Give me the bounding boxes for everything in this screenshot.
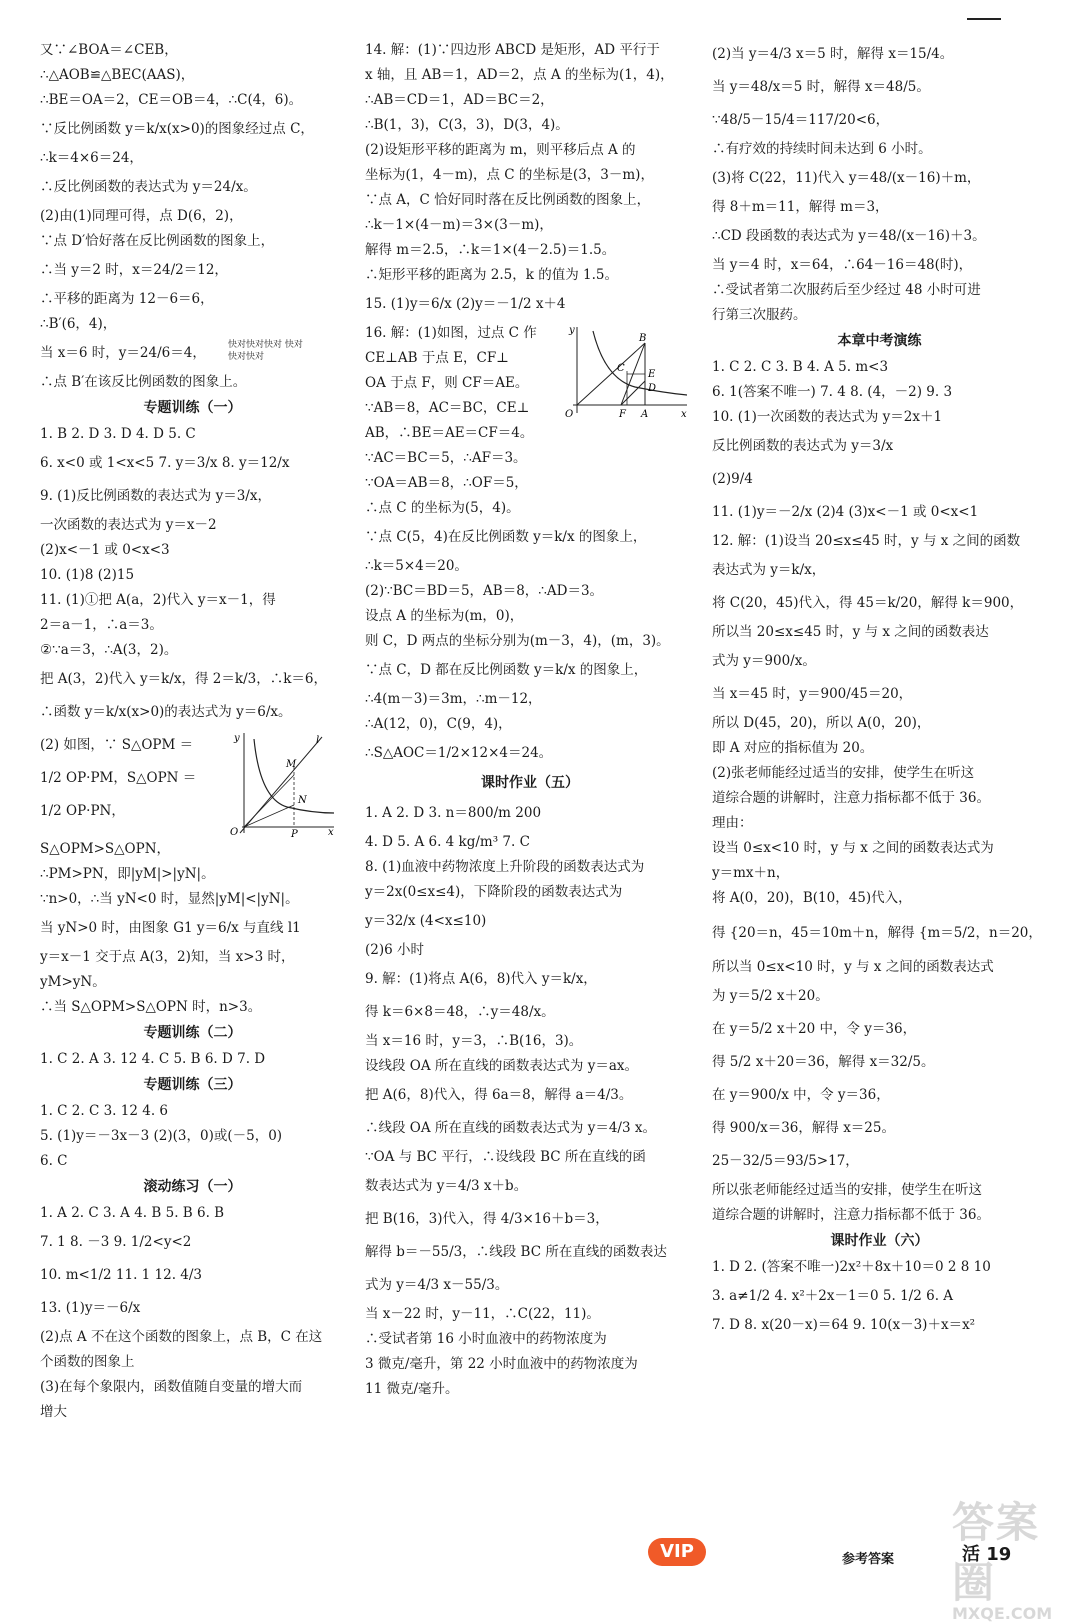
answer-line: 1. C 2. A 3. 12 4. C 5. B 6. D 7. D — [40, 1051, 266, 1067]
answer-line: 反比例函数的表达式为 y＝3/x — [712, 438, 894, 454]
section-heading: 课时作业（五） — [481, 775, 579, 791]
answer-line: (2)当 y＝4/3 x＝5 时，解得 x＝15/4。 — [712, 46, 954, 62]
answer-line: 设点 A 的坐标为(m，0)， — [365, 608, 524, 624]
answer-line: 数表达式为 y＝4/3 x＋b。 — [365, 1178, 528, 1194]
section-heading: 专题训练（二） — [143, 1025, 242, 1041]
answer-line: ∴S△AOC＝1/2×12×4＝24。 — [365, 745, 553, 761]
answer-line: 解得 b＝－55/3，∴线段 BC 所在直线的函数表达 — [365, 1244, 667, 1260]
answer-line: ∵点 A，C 恰好同时落在反比例函数的图象上， — [365, 192, 651, 208]
answer-line: AB，∴BE＝AE＝CF＝4。 — [365, 425, 534, 441]
answer-line: 1. D 2. (答案不唯一)2x²＋8x＋10＝0 2 8 10 — [712, 1259, 991, 1275]
answer-line: 把 B(16，3)代入，得 4/3×16＋b＝3， — [365, 1211, 609, 1227]
answer-line: 式为 y＝4/3 x－55/3。 — [365, 1277, 509, 1293]
answer-line: 14. 解：(1)∵四边形 ABCD 是矩形，AD 平行于 — [365, 42, 660, 58]
answer-line: (2)∵BC＝BD＝5，AB＝8，∴AD＝3。 — [365, 583, 604, 599]
footer-answer-label: 参考答案 — [842, 1552, 895, 1567]
answer-line: (2)9/4 — [712, 471, 753, 487]
point-label: E — [648, 369, 656, 380]
answer-line: 10. m<1/2 11. 1 12. 4/3 — [40, 1267, 203, 1283]
page-number: 活 19 — [962, 1544, 1012, 1565]
answer-line: ∴PM>PN，即|yM|>|yN|。 — [40, 866, 215, 882]
answer-line: 把 A(3，2)代入 y＝k/x，得 2＝k/3，∴k＝6， — [40, 671, 327, 687]
point-label: F — [619, 409, 626, 420]
point-label: D — [648, 383, 657, 394]
answer-line: 把 A(6，8)代入，得 6a＝8，解得 a＝4/3。 — [365, 1087, 633, 1103]
answer-line: x 轴，且 AB＝1，AD＝2，点 A 的坐标为(1，4)， — [365, 67, 674, 83]
answer-line: 5. (1)y＝－3x－3 (2)(3，0)或(－5，0) — [40, 1128, 283, 1144]
answer-line: ②∵a＝3，∴A(3，2)。 — [40, 642, 178, 658]
answer-line: 所以当 20≤x≤45 时，y 与 x 之间的函数表达 — [712, 624, 989, 640]
answer-line: 当 x＝16 时，y＝3，∴B(16，3)。 — [365, 1033, 583, 1049]
answer-line: (3)将 C(22，11)代入 y＝48/(x－16)＋m， — [712, 170, 981, 186]
answer-line: 设当 0≤x<10 时，y 与 x 之间的函数表达式为 — [712, 840, 994, 856]
answer-line: 9. (1)反比例函数的表达式为 y＝3/x， — [40, 488, 271, 504]
watermark-logo-text: 答案圈 — [952, 1498, 1041, 1607]
axis-label-x: x — [681, 409, 687, 420]
answer-line: ∴受试者第二次服药后至少经过 48 小时可进 — [712, 282, 981, 298]
answer-line: ∴点 B′在该反比例函数的图象上。 — [40, 374, 247, 390]
answer-line: 个函数的图象上 — [40, 1354, 135, 1370]
answer-line: 一次函数的表达式为 y＝x－2 — [40, 517, 217, 533]
answer-line: 将 C(20，45)代入，得 45＝k/20，解得 k＝900， — [712, 595, 1024, 611]
answer-line: 7. D 8. x(20－x)＝64 9. 10(x－3)＋x＝x² — [712, 1317, 976, 1333]
answer-line: ∵点 D′恰好落在反比例函数的图象上， — [40, 233, 275, 249]
answer-line: 10. (1)8 (2)15 — [40, 567, 135, 583]
answer-line: 坐标为(1，4－m)，点 C 的坐标是(3，3－m)， — [365, 167, 654, 183]
vip-badge: VIP — [648, 1538, 706, 1566]
figure-block-1 — [40, 729, 345, 837]
section-heading: 本章中考演练 — [837, 333, 922, 349]
point-label: A — [641, 409, 649, 420]
answer-line: ∴有疗效的持续时间未达到 6 小时。 — [712, 141, 932, 157]
answer-line: 15. (1)y＝6/x (2)y＝－1/2 x＋4 — [365, 296, 566, 312]
answer-line: 所以 D(45，20)，所以 A(0，20)， — [712, 715, 931, 731]
answer-line: (2)设矩形平移的距离为 m，则平移后点 A 的 — [365, 142, 636, 158]
answer-line: 3. a≠1/2 4. x²＋2x－1＝0 5. 1/2 6. A — [712, 1288, 954, 1304]
answer-line: S△OPM>S△OPN， — [40, 841, 171, 857]
answer-line: 在 y＝900/x 中，令 y＝36， — [712, 1087, 890, 1103]
answer-line: ∴CD 段函数的表达式为 y＝48/(x－16)＋3。 — [712, 228, 986, 244]
answer-line — [40, 337, 345, 370]
point-label: O — [565, 409, 574, 420]
answer-line: 式为 y＝900/x。 — [712, 653, 816, 669]
answer-line: 1. A 2. C 3. A 4. B 5. B 6. B — [40, 1205, 225, 1221]
answer-line: ∴受试者第 16 小时血液中的药物浓度为 — [365, 1331, 607, 1347]
answer-line: (2)x<－1 或 0<x<3 — [40, 542, 170, 558]
answer-line: ∴函数 y＝k/x(x>0)的表达式为 y＝6/x。 — [40, 704, 292, 720]
section-heading: 专题训练（三） — [143, 1077, 242, 1093]
answer-line: 25－32/5＝93/5>17， — [712, 1153, 859, 1169]
answer-line: ∵n>0，∴当 yN<0 时，显然|yM|<|yN|。 — [40, 891, 299, 907]
answer-line: ∴线段 OA 所在直线的函数表达式为 y＝4/3 x。 — [365, 1120, 656, 1136]
answer-text: 当 x＝6 时，y＝24/6＝4， — [40, 345, 206, 361]
answer-line: 1. B 2. D 3. D 4. D 5. C — [40, 426, 196, 442]
answer-line: 6. 1(答案不唯一) 7. 4 8. (4，－2) 9. 3 — [712, 384, 953, 400]
axis-label-y: y — [234, 733, 240, 744]
answer-line: ∴AB＝CD＝1，AD＝BC＝2， — [365, 92, 554, 108]
answer-line: 当 yN>0 时，由图象 G1 y＝6/x 与直线 l1 — [40, 920, 301, 936]
answer-line: ∴k＝4×6＝24， — [40, 150, 143, 166]
axis-label-y: y — [569, 325, 575, 336]
point-label: C — [617, 363, 625, 374]
answer-line: 所以张老师能经过适当的安排，使学生在听这 — [712, 1182, 982, 1198]
answer-line: 当 y＝4 时，x＝64，∴64－16＝48(时)， — [712, 257, 973, 273]
section-heading: 课时作业（六） — [830, 1233, 929, 1249]
answer-line: 6. x<0 或 1<x<5 7. y＝3/x 8. y＝12/x — [40, 455, 290, 471]
answer-line: 11 微克/毫升。 — [365, 1381, 459, 1397]
answer-line: y＝2x(0≤x≤4)，下降阶段的函数表达式为 — [365, 884, 623, 900]
top-rule — [967, 18, 1001, 20]
answer-line: CE⊥AB 于点 E，CF⊥ — [365, 350, 509, 366]
answer-line: ∵OA 与 BC 平行，∴设线段 BC 所在直线的函 — [365, 1149, 646, 1165]
answer-line: 又∵∠BOA＝∠CEB， — [40, 42, 178, 58]
answer-line: ∴矩形平移的距离为 2.5，k 的值为 1.5。 — [365, 267, 618, 283]
answer-line: 行第三次服药。 — [712, 307, 807, 323]
answer-line: 6. C — [40, 1153, 68, 1169]
answer-line: (2)张老师能经过适当的安排，使学生在听这 — [712, 765, 975, 781]
answer-line: ∵AB＝8，AC＝BC，CE⊥ — [365, 400, 530, 416]
answer-line: 1/2 OP·PN， — [40, 803, 125, 819]
answer-line: 10. (1)一次函数的表达式为 y＝2x＋1 — [712, 409, 943, 425]
answer-line: ∴反比例函数的表达式为 y＝24/x。 — [40, 179, 257, 195]
answer-line: 解得 m＝2.5，∴k＝1×(4－2.5)＝1.5。 — [365, 242, 616, 258]
answer-line: ∴BE＝OA＝2，CE＝OB＝4，∴C(4，6)。 — [40, 92, 303, 108]
section-heading: 专题训练（一） — [143, 400, 242, 416]
answer-line: 为 y＝5/2 x＋20。 — [712, 988, 829, 1004]
point-label: B — [639, 333, 647, 344]
watermark-url: MXQE.COM — [952, 1604, 1053, 1623]
answer-line: 4. D 5. A 6. 4 kg/m³ 7. C — [365, 834, 530, 850]
answer-line: (2) 如图，∵ S△OPM ＝ — [40, 737, 194, 753]
answer-line: 2＝a－1，∴a＝3。 — [40, 617, 163, 633]
answer-line: y＝x－1 交于点 A(3，2)知，当 x>3 时， — [40, 949, 295, 965]
answer-line: 11. (1)①把 A(a，2)代入 y＝x－1，得 — [40, 592, 276, 608]
answer-line: y＝32/x (4<x≤10) — [365, 913, 487, 929]
answer-line: 即 A 对应的指标值为 20。 — [712, 740, 874, 756]
axis-label-x: x — [328, 827, 334, 837]
answer-line: 1. A 2. D 3. n＝800/m 200 — [365, 805, 542, 821]
column-right — [712, 38, 1047, 1338]
answer-line: 道综合题的讲解时，注意力指标都不低于 36。 — [712, 790, 990, 806]
answer-line: 所以当 0≤x<10 时，y 与 x 之间的函数表达式 — [712, 959, 994, 975]
answer-line: 11. (1)y＝－2/x (2)4 (3)x<－1 或 0<x<1 — [712, 504, 979, 520]
point-label: M — [286, 759, 297, 770]
answer-line: (3)在每个象限内，函数值随自变量的增大而 — [40, 1379, 303, 1395]
answer-line: 道综合题的讲解时，注意力指标都不低于 36。 — [712, 1207, 990, 1223]
answer-line: ∵点 C，D 都在反比例函数 y＝k/x 的图象上， — [365, 662, 648, 678]
answer-line: 7. 1 8. －3 9. 1/2<y<2 — [40, 1234, 192, 1250]
graph-figure — [565, 321, 690, 421]
answer-line: ∴平移的距离为 12－6＝6， — [40, 291, 214, 307]
answer-line: ∵点 C(5，4)在反比例函数 y＝k/x 的图象上， — [365, 529, 647, 545]
answer-line: 8. (1)血液中药物浓度上升阶段的函数表达式为 — [365, 859, 645, 875]
answer-line: 9. 解：(1)将点 A(6，8)代入 y＝k/x， — [365, 971, 597, 987]
answer-line: ∴B(1，3)，C(3，3)，D(3，4)。 — [365, 117, 569, 133]
answer-line: (2)6 小时 — [365, 942, 425, 958]
answer-line: ∵48/5－15/4＝117/20<6， — [712, 112, 890, 128]
answer-line: ∴当 y＝2 时，x＝24/2＝12， — [40, 262, 228, 278]
answer-line: ∴点 C 的坐标为(5，4)。 — [365, 500, 520, 516]
line-label: l — [316, 735, 320, 746]
answer-line: 得 5/2 x＋20＝36，解得 x＝32/5。 — [712, 1054, 935, 1070]
answer-line: ∴4(m－3)＝3m，∴m－12， — [365, 691, 542, 707]
answer-line: ∵反比例函数 y＝k/x(x>0)的图象经过点 C， — [40, 121, 314, 137]
answer-line: 3 微克/毫升，第 22 小时血液中的药物浓度为 — [365, 1356, 638, 1372]
answer-line: 在 y＝5/2 x＋20 中，令 y＝36， — [712, 1021, 917, 1037]
answer-line: ∵AC＝BC＝5，∴AF＝3。 — [365, 450, 527, 466]
answer-line: 16. 解：(1)如图，过点 C 作 — [365, 325, 537, 341]
answer-line: 1/2 OP·PM，S△OPN ＝ — [40, 770, 197, 786]
small-note: 快对快对快对 快对快对快对 — [228, 340, 303, 362]
answer-line: 得 {20＝n，45＝10m＋n，解得 {m＝5/2，n＝20， — [712, 925, 1042, 941]
point-label: N — [298, 795, 307, 806]
column-left — [40, 38, 345, 1425]
answer-line: ∴△AOB≌△BEC(AAS)， — [40, 67, 195, 83]
answer-line: 设线段 OA 所在直线的函数表达式为 y＝ax。 — [365, 1058, 638, 1074]
answer-line: ∵OA＝AB＝8，∴OF＝5， — [365, 475, 528, 491]
answer-line: 增大 — [40, 1404, 67, 1420]
answer-line: 理由： — [712, 815, 753, 831]
answer-line: 当 x－22 时，y－11，∴C(22，11)。 — [365, 1306, 600, 1322]
answer-line: ∴k－1×(4－m)＝3×(3－m)， — [365, 217, 553, 233]
answer-line: ∴B′(6，4)， — [40, 316, 117, 332]
section-heading: 滚动练习（一） — [143, 1179, 242, 1195]
answer-line: ∴当 S△OPM>S△OPN 时，n>3。 — [40, 999, 262, 1015]
watermark-logo — [952, 1490, 1070, 1623]
answer-line: ∴A(12，0)，C(9，4)， — [365, 716, 512, 732]
answer-line: ∴k＝5×4＝20。 — [365, 558, 468, 574]
answer-line: yM>yN。 — [40, 974, 106, 990]
answer-line: y＝mx＋n， — [712, 865, 790, 881]
point-label: P — [291, 829, 298, 837]
answer-line: 当 x＝45 时，y＝900/45＝20， — [712, 686, 913, 702]
answer-line: 13. (1)y＝－6/x — [40, 1300, 141, 1316]
figure-block-2 — [365, 321, 695, 521]
graph-figure — [212, 729, 337, 837]
column-middle — [365, 38, 695, 1402]
answer-line: 表达式为 y＝k/x， — [712, 562, 826, 578]
answer-line: 得 900/x＝36，解得 x＝25。 — [712, 1120, 895, 1136]
answer-line: 将 A(0，20)，B(10，45)代入， — [712, 890, 912, 906]
answer-line: 12. 解：(1)设当 20≤x≤45 时，y 与 x 之间的函数 — [712, 533, 1021, 549]
answer-line: (2)点 A 不在这个函数的图象上，点 B，C 在这 — [40, 1329, 323, 1345]
answer-line: 得 8＋m＝11，解得 m＝3， — [712, 199, 889, 215]
answer-line: 1. C 2. C 3. B 4. A 5. m<3 — [712, 359, 889, 375]
point-label: O — [230, 827, 239, 837]
answer-line: (2)由(1)同理可得，点 D(6，2)， — [40, 208, 243, 224]
answer-line: OA 于点 F，则 CF＝AE。 — [365, 375, 529, 391]
answer-line: 则 C，D 两点的坐标分别为(m－3，4)，(m，3)。 — [365, 633, 670, 649]
answer-line: 得 k＝6×8＝48，∴y＝48/x。 — [365, 1004, 555, 1020]
answer-line: 1. C 2. C 3. 12 4. 6 — [40, 1103, 168, 1119]
answer-line: 当 y＝48/x＝5 时，解得 x＝48/5。 — [712, 79, 930, 95]
